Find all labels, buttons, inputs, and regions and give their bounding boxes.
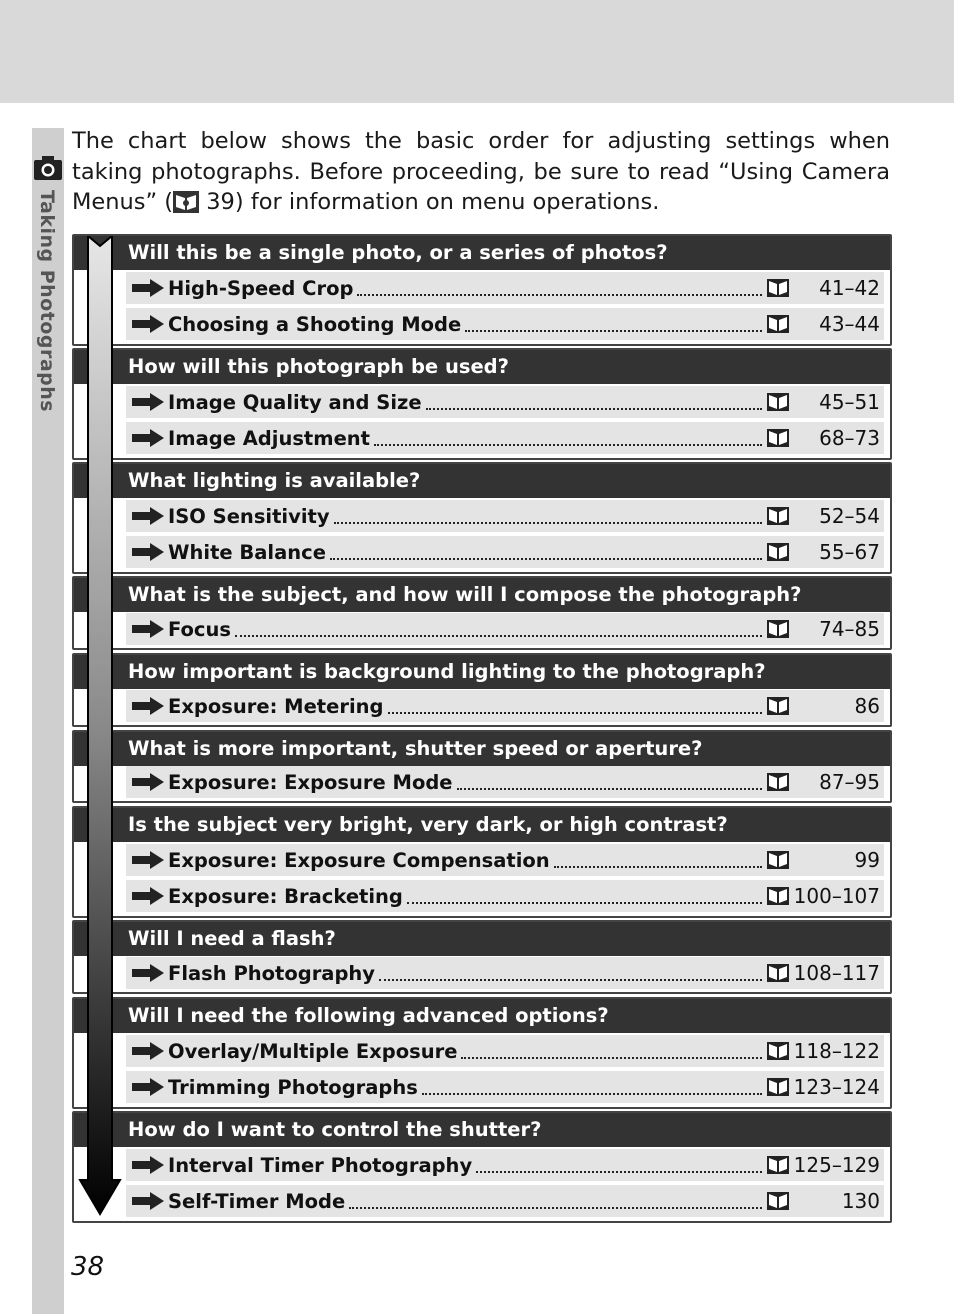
intro-paragraph (72, 126, 890, 218)
arrow-bullet-icon (130, 1040, 168, 1062)
page-reference-icon (766, 277, 790, 299)
page-range: 52–54 (819, 504, 880, 528)
list-item (126, 613, 884, 645)
section-question: Is the subject very bright, very dark, or high contrast? (74, 808, 890, 842)
item-label: Flash Photography (168, 961, 376, 985)
dot-leader (379, 965, 762, 981)
list-item (126, 766, 884, 798)
page-reference-icon (766, 962, 790, 984)
dot-leader (554, 852, 762, 868)
intro-text-2: 39) for information on menu operations. (199, 189, 660, 215)
dot-leader (388, 698, 763, 714)
page-range: 100–107 (793, 884, 880, 908)
page-range: 99 (854, 848, 880, 872)
page-reference-icon (766, 1154, 790, 1176)
section-contrast (72, 806, 892, 918)
list-item (126, 536, 884, 568)
item-label: Focus (168, 617, 231, 641)
page-reference-icon (766, 1190, 790, 1212)
item-label: Image Quality and Size (168, 390, 422, 414)
page-reference-icon (766, 695, 790, 717)
dot-leader (426, 394, 762, 410)
dot-leader (457, 774, 762, 790)
page-reference-icon (766, 505, 790, 527)
arrow-bullet-icon (130, 849, 168, 871)
page-reference-icon (766, 541, 790, 563)
arrow-bullet-icon (130, 427, 168, 449)
arrow-bullet-icon (130, 695, 168, 717)
page-range: 86 (854, 694, 880, 718)
page-range: 118–122 (793, 1039, 880, 1063)
page-range: 108–117 (793, 961, 880, 985)
arrow-bullet-icon (130, 313, 168, 335)
dot-leader (334, 508, 762, 524)
page-reference-icon (766, 771, 790, 793)
section-advanced-options (72, 997, 892, 1109)
page-range: 45–51 (819, 390, 880, 414)
section-question: Will this be a single photo, or a series of photos? (74, 236, 890, 270)
intro-text-1: The chart below shows the basic order for adjusting settings when taking photographs. Before proceeding, be sure to read “Using Camera Menus” ( (72, 128, 890, 215)
arrow-bullet-icon (130, 962, 168, 984)
section-photo-usage (72, 348, 892, 460)
list-item (126, 957, 884, 989)
item-label: High-Speed Crop (168, 276, 354, 300)
page-number: 38 (71, 1252, 105, 1282)
page-range: 130 (841, 1189, 880, 1213)
list-item (126, 690, 884, 722)
section-background-lighting (72, 653, 892, 727)
dot-leader (330, 544, 762, 560)
item-label: Choosing a Shooting Mode (168, 312, 462, 336)
dot-leader (465, 316, 762, 332)
list-item (126, 386, 884, 418)
arrow-bullet-icon (130, 541, 168, 563)
section-question: How will this photograph be used? (74, 350, 890, 384)
page-range: 125–129 (793, 1153, 880, 1177)
section-lighting (72, 462, 892, 574)
arrow-bullet-icon (130, 505, 168, 527)
section-question: What is the subject, and how will I compose the photograph? (74, 578, 890, 612)
top-band (0, 0, 954, 103)
page-reference-icon (766, 618, 790, 640)
section-question: How important is background lighting to the photograph? (74, 655, 890, 689)
page-range: 123–124 (793, 1075, 880, 1099)
downward-flow-arrow-icon (78, 236, 122, 1220)
page-reference-icon (766, 1076, 790, 1098)
arrow-bullet-icon (130, 1076, 168, 1098)
dot-leader (235, 621, 762, 637)
section-subject-composition (72, 576, 892, 650)
list-item (126, 272, 884, 304)
list-item (126, 1035, 884, 1067)
camera-icon (32, 155, 64, 181)
section-flash (72, 920, 892, 994)
arrow-bullet-icon (130, 277, 168, 299)
dot-leader (349, 1193, 762, 1209)
page-reference-icon (766, 391, 790, 413)
page-reference-icon (766, 313, 790, 335)
section-question: Will I need the following advanced options? (74, 999, 890, 1033)
list-item (126, 1149, 884, 1181)
list-item (126, 422, 884, 454)
arrow-bullet-icon (130, 1154, 168, 1176)
page-range: 43–44 (819, 312, 880, 336)
page-range: 68–73 (819, 426, 880, 450)
page-reference-icon (173, 191, 199, 213)
list-item (126, 844, 884, 876)
item-label: Interval Timer Photography (168, 1153, 473, 1177)
item-label: Exposure: Exposure Compensation (168, 848, 550, 872)
section-shooting-series (72, 234, 892, 346)
item-label: Exposure: Exposure Mode (168, 770, 453, 794)
dot-leader (476, 1157, 762, 1173)
list-item (126, 1071, 884, 1103)
section-shutter-or-aperture (72, 730, 892, 803)
dot-leader (422, 1079, 762, 1095)
item-label: Image Adjustment (168, 426, 370, 450)
list-item (126, 500, 884, 532)
section-question: How do I want to control the shutter? (74, 1113, 890, 1147)
arrow-bullet-icon (130, 1190, 168, 1212)
page-reference-icon (766, 885, 790, 907)
dot-leader (374, 430, 762, 446)
arrow-bullet-icon (130, 885, 168, 907)
section-tab-label: Taking Photographs (36, 190, 58, 413)
item-label: Overlay/Multiple Exposure (168, 1039, 458, 1063)
item-label: Trimming Photographs (168, 1075, 418, 1099)
item-label: White Balance (168, 540, 326, 564)
page-range: 74–85 (819, 617, 880, 641)
item-label: ISO Sensitivity (168, 504, 330, 528)
item-label: Exposure: Metering (168, 694, 384, 718)
dot-leader (357, 280, 762, 296)
section-shutter-control (72, 1111, 892, 1223)
dot-leader (407, 888, 762, 904)
page-reference-icon (766, 849, 790, 871)
page-range: 87–95 (819, 770, 880, 794)
list-item (126, 1185, 884, 1217)
item-label: Exposure: Bracketing (168, 884, 403, 908)
section-question: What lighting is available? (74, 464, 890, 498)
list-item (126, 880, 884, 912)
dot-leader (461, 1043, 762, 1059)
arrow-bullet-icon (130, 618, 168, 640)
list-item (126, 308, 884, 340)
page-reference-icon (766, 427, 790, 449)
page-range: 55–67 (819, 540, 880, 564)
arrow-bullet-icon (130, 391, 168, 413)
section-question: Will I need a flash? (74, 922, 890, 956)
page-reference-icon (766, 1040, 790, 1062)
arrow-bullet-icon (130, 771, 168, 793)
item-label: Self-Timer Mode (168, 1189, 346, 1213)
section-question: What is more important, shutter speed or aperture? (74, 732, 890, 766)
page-range: 41–42 (819, 276, 880, 300)
